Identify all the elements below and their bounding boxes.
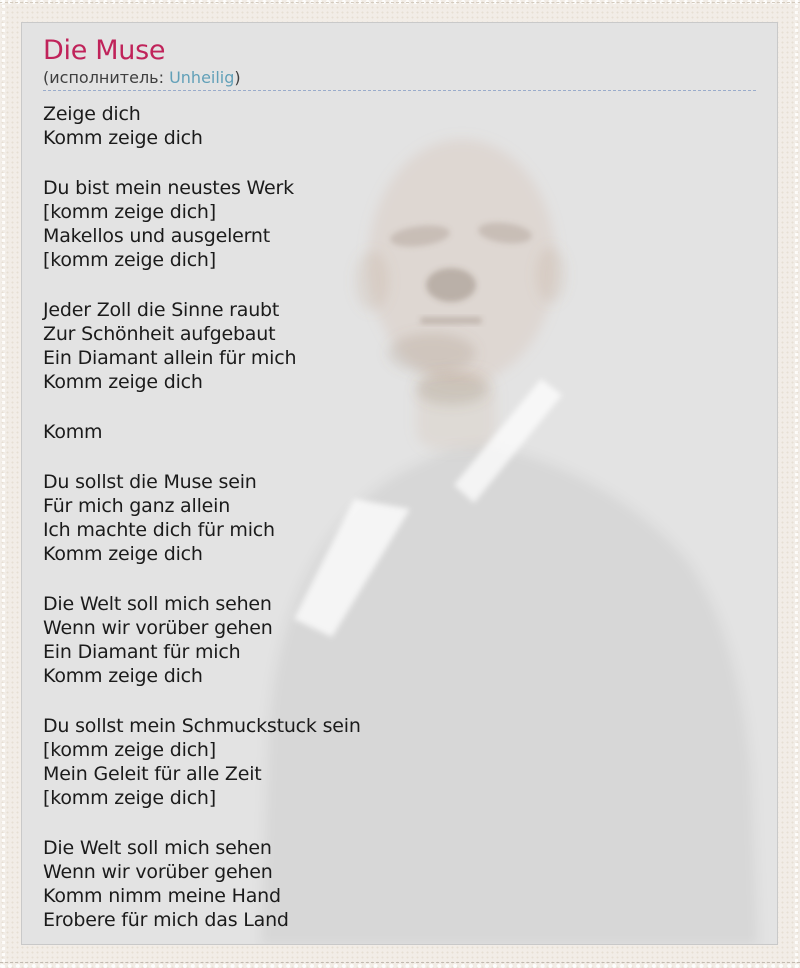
lyric-stanza [43, 420, 756, 444]
lyric-line: Wenn wir vorüber gehen [43, 861, 273, 883]
lyric-line: Du bist mein neustes Werk [43, 177, 294, 199]
lyric-stanza [43, 714, 756, 810]
lyric-line: [komm zeige dich] [43, 739, 216, 761]
lyric-stanza [43, 592, 756, 688]
lyric-line: Komm zeige dich [43, 127, 203, 149]
page-edge-dash-top [0, 2, 800, 3]
page-edge-decoration-left [2, 0, 5, 968]
lyrics-text [43, 102, 756, 932]
lyric-line: Du sollst die Muse sein [43, 471, 257, 493]
artist-link[interactable]: Unheilig [169, 68, 235, 87]
lyric-line: Die Welt soll mich sehen [43, 593, 272, 615]
lyric-line: Komm zeige dich [43, 371, 203, 393]
artist-line [43, 68, 756, 87]
page-edge-decoration-right [795, 0, 798, 968]
lyric-line: Komm zeige dich [43, 665, 203, 687]
lyric-stanza [43, 470, 756, 566]
page-edge-dash-bottom [0, 962, 800, 963]
lyric-line: Makellos und ausgelernt [43, 225, 271, 247]
page-edge-decoration-bottom [0, 964, 800, 968]
lyric-line: Du sollst mein Schmuckstuck sein [43, 715, 361, 737]
artist-label-suffix: ) [234, 68, 241, 87]
lyric-line: [komm zeige dich] [43, 201, 216, 223]
artist-label-prefix: (исполнитель: [43, 68, 170, 87]
lyric-line: [komm zeige dich] [43, 787, 216, 809]
lyric-line: Zeige dich [43, 103, 141, 125]
lyric-line: Komm [43, 421, 103, 443]
lyric-line: Ich machte dich für mich [43, 519, 275, 541]
lyric-line: Jeder Zoll die Sinne raubt [43, 299, 280, 321]
lyric-line: Komm nimm meine Hand [43, 885, 281, 907]
lyric-line: Wenn wir vorüber gehen [43, 617, 273, 639]
lyric-line: Zur Schönheit aufgebaut [43, 323, 276, 345]
song-header [43, 36, 756, 91]
lyric-stanza [43, 298, 756, 394]
lyric-line: Für mich ganz allein [43, 495, 231, 517]
lyric-line: Ein Diamant allein für mich [43, 347, 297, 369]
lyric-line: Mein Geleit für alle Zeit [43, 763, 262, 785]
page-edge-decoration-top [0, 0, 800, 4]
lyric-line: Die Welt soll mich sehen [43, 837, 272, 859]
song-title: Die Muse [43, 35, 166, 66]
lyric-stanza [43, 102, 756, 150]
lyric-line: Komm zeige dich [43, 543, 203, 565]
lyric-stanza [43, 836, 756, 932]
lyric-line: [komm zeige dich] [43, 249, 216, 271]
lyric-line: Erobere für mich das Land [43, 909, 289, 931]
lyrics-panel [21, 22, 778, 945]
lyric-stanza [43, 176, 756, 272]
lyric-line: Ein Diamant für mich [43, 641, 241, 663]
